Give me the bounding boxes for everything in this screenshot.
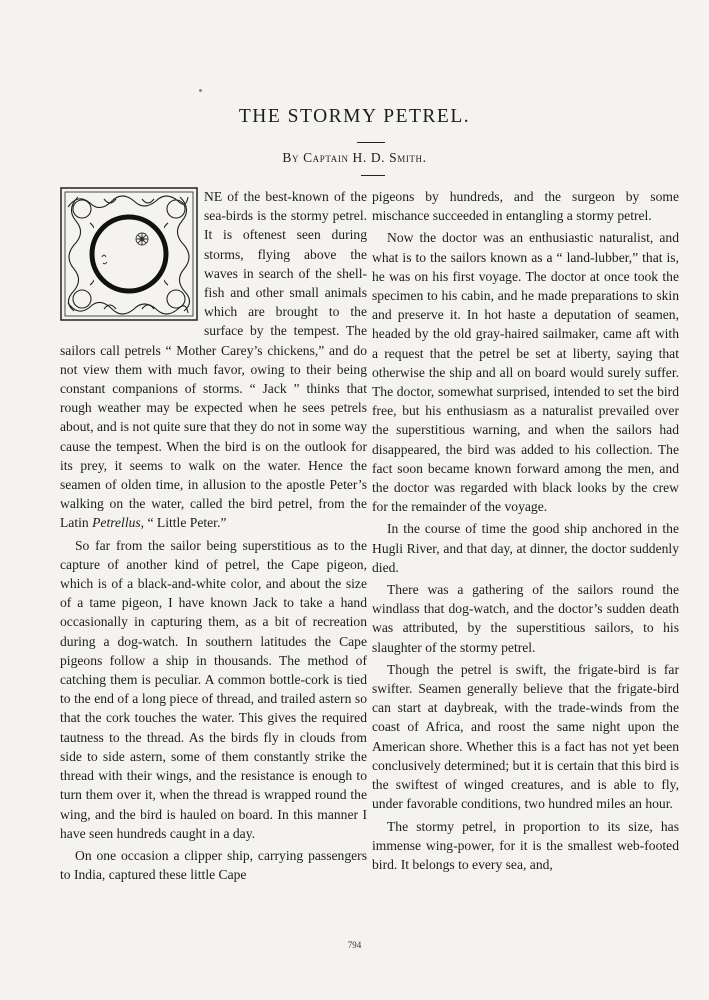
paragraph: Though the petrel is swift, the frigate-bird is far swifter. Seamen generally believe that the frigate-bird can start at daybreak, with the trade-winds from the coast of Africa, and roost the same night upon the American shore. Whether this is a fact has not yet been conclusively determined; but it is certain that this bird is the swiftest of winged creatures, and is able to fly, under favorable conditions, two hundred miles an hour. [372, 661, 679, 812]
paragraph: The stormy petrel, in proportion to its size, has immense wing-power, for it is the smallest web-footed bird. It belongs to every sea, and, [372, 818, 679, 872]
decorative-initial-o [60, 187, 198, 321]
byline: By Captain H. D. Smith. [282, 150, 427, 165]
paragraph: pigeons by hundreds, and the surgeon by some mischance succeeded in entangling a stormy petrel. [372, 189, 679, 224]
stray-mark [199, 89, 202, 92]
paragraph: There was a gathering of the sailors round the windlass that dog-watch, and the doctor’s sudden death was attributed, by the superstitious sailors, to his slaughter of the stormy petrel. [372, 582, 679, 655]
paragraph: In the course of time the good ship anchored in the Hugli River, and that day, at dinner, the doctor suddenly died. [372, 521, 679, 575]
left-column [60, 187, 367, 887]
ornament-icon [60, 187, 198, 321]
paragraph: On one occasion a clipper ship, carrying passengers to India, captured these little Cape [60, 847, 367, 883]
paragraph: NE of the best-known of the sea-birds is the stormy petrel. It is oftenest seen during storms, flying above the waves in search of the shell-fish and other small animals which are brought to the surface by the tempest. The sailors call petrels “ Mother Carey’s chickens,” and do not view them with much favor, owing to their being constant companions of storms. “ Jack ” thinks that rough weather may be expected when he sees petrels about, and is not quite sure that they do not in some way cause the tempest. When the bird is on the outlook for its prey, it seems to walk on the water. Hence the seamen of olden time, in allusion to the apostle Peter’s walking on the water, called the bird petrel, from the Latin Petrellus, “ Little Peter.” [60, 189, 367, 531]
article-title: THE STORMY PETREL. [238, 106, 471, 127]
page-number: 794 [347, 940, 362, 950]
title-rule [357, 142, 385, 143]
paragraph: So far from the sailor being superstitious as to the capture of another kind of petrel, the Cape pigeon, which is of a black-and-white color, and about the size of a tame pigeon, I have known Jack to take a hand occasionally in capturing them, as a bit of recreation during a dog-watch. In southern latitudes the Cape pigeons follow a ship in thousands. The method of catching them is peculiar. A common bottle-cork is tied to the end of a long piece of thread, and trailed astern so that the cork touches the water. This gives the required tautness to the thread. As the birds fly in clouds from side to side astern, some of them constantly strike the thread with their wings, and the resistance is enough to turn them over it, when the thread is wrapped round the wing, and the bird is hauled on board. In this manner I have seen hundreds caught in a day. [60, 537, 367, 841]
right-column [372, 187, 679, 877]
paragraph: Now the doctor was an enthusiastic naturalist, and what is to the sailors known as a “ land-lubber,” that is, he was on his first voyage. The doctor at once took the specimen to his cabin, and he made preparations to skin and preserve it. In hot haste a deputation of seamen, headed by the old gray-haired sailmaker, came aft with a request that the petrel be set at liberty, saying that otherwise the ship and all on board would surely suffer. The doctor, somewhat surprised, intended to set the bird free, but his enthusiasm as a naturalist prevailed over the superstitious warning, and when the sailors had disappeared, the bird was added to his collection. The fact soon became known forward among the men, and the doctor was regarded with black looks by the crew for the remainder of the voyage. [372, 230, 679, 515]
byline-rule [361, 175, 385, 176]
